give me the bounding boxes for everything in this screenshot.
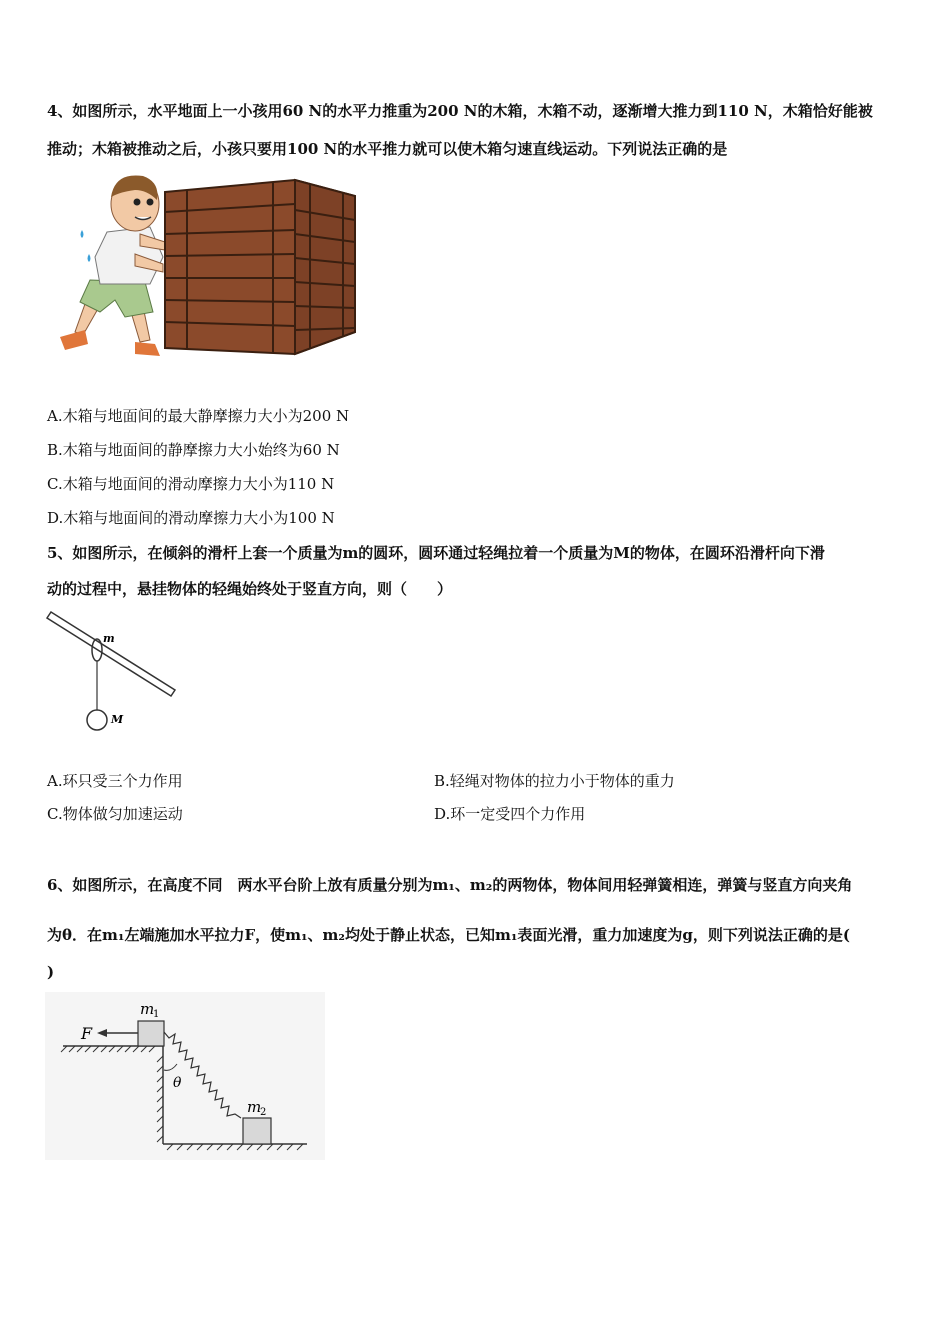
q6-label-m1-sub: 1 <box>153 1009 160 1020</box>
q6-stem-line2: 为θ．在m₁左端施加水平拉力F，使m₁、m₂均处于静止状态，已知m₁表面光滑，重力加速度为g，则下列说法正确的是( <box>47 926 851 944</box>
q5-stem-line1: 5、如图所示，在倾斜的滑杆上套一个质量为m的圆环，圆环通过轻绳拉着一个质量为M的物体，在圆环沿滑杆向下滑 <box>47 544 825 562</box>
q4-stem-line2: 推动；木箱被推动之后，小孩只要用100 N的水平推力就可以使木箱匀速直线运动。下列说法正确的是 <box>47 140 728 158</box>
q5-option-c: C.物体做匀加速运动 <box>47 805 183 823</box>
q4-option-c: C.木箱与地面间的滑动摩擦力大小为110 N <box>47 475 335 493</box>
q4-boy-crate-figure <box>55 172 365 362</box>
q4-option-d: D.木箱与地面间的滑动摩擦力大小为100 N <box>47 509 335 527</box>
q5-label-M: M <box>111 713 124 726</box>
q5-label-m: m <box>103 632 115 645</box>
q6-label-m2: m <box>247 1098 262 1116</box>
q6-label-m2-sub: 2 <box>260 1107 267 1118</box>
q6-label-m1: m <box>140 1000 155 1018</box>
q6-spring-steps-figure <box>45 992 325 1160</box>
q4-option-b: B.木箱与地面间的静摩擦力大小始终为60 N <box>47 441 340 459</box>
q5-stem-line2: 动的过程中，悬挂物体的轻绳始终处于竖直方向，则（ ） <box>47 580 453 598</box>
q4-stem-line1: 4、如图所示，水平地面上一小孩用60 N的水平力推重为200 N的木箱，木箱不动，逐渐增大推力到110 N，木箱恰好能被 <box>47 102 873 120</box>
q6-label-theta: θ <box>173 1075 182 1091</box>
q6-stem-line3: ) <box>47 963 55 981</box>
q5-rod-ring-figure <box>45 610 185 740</box>
q4-option-a: A.木箱与地面间的最大静摩擦力大小为200 N <box>47 407 350 425</box>
q5-option-d: D.环一定受四个力作用 <box>434 805 586 823</box>
q5-option-a: A.环只受三个力作用 <box>47 772 183 790</box>
q6-stem-line1: 6、如图所示，在高度不同 两水平台阶上放有质量分别为m₁、m₂的两物体，物体间用轻弹簧相连，弹簧与竖直方向夹角 <box>47 876 853 894</box>
q6-label-F: F <box>81 1024 93 1043</box>
q5-option-b: B.轻绳对物体的拉力小于物体的重力 <box>434 772 675 790</box>
